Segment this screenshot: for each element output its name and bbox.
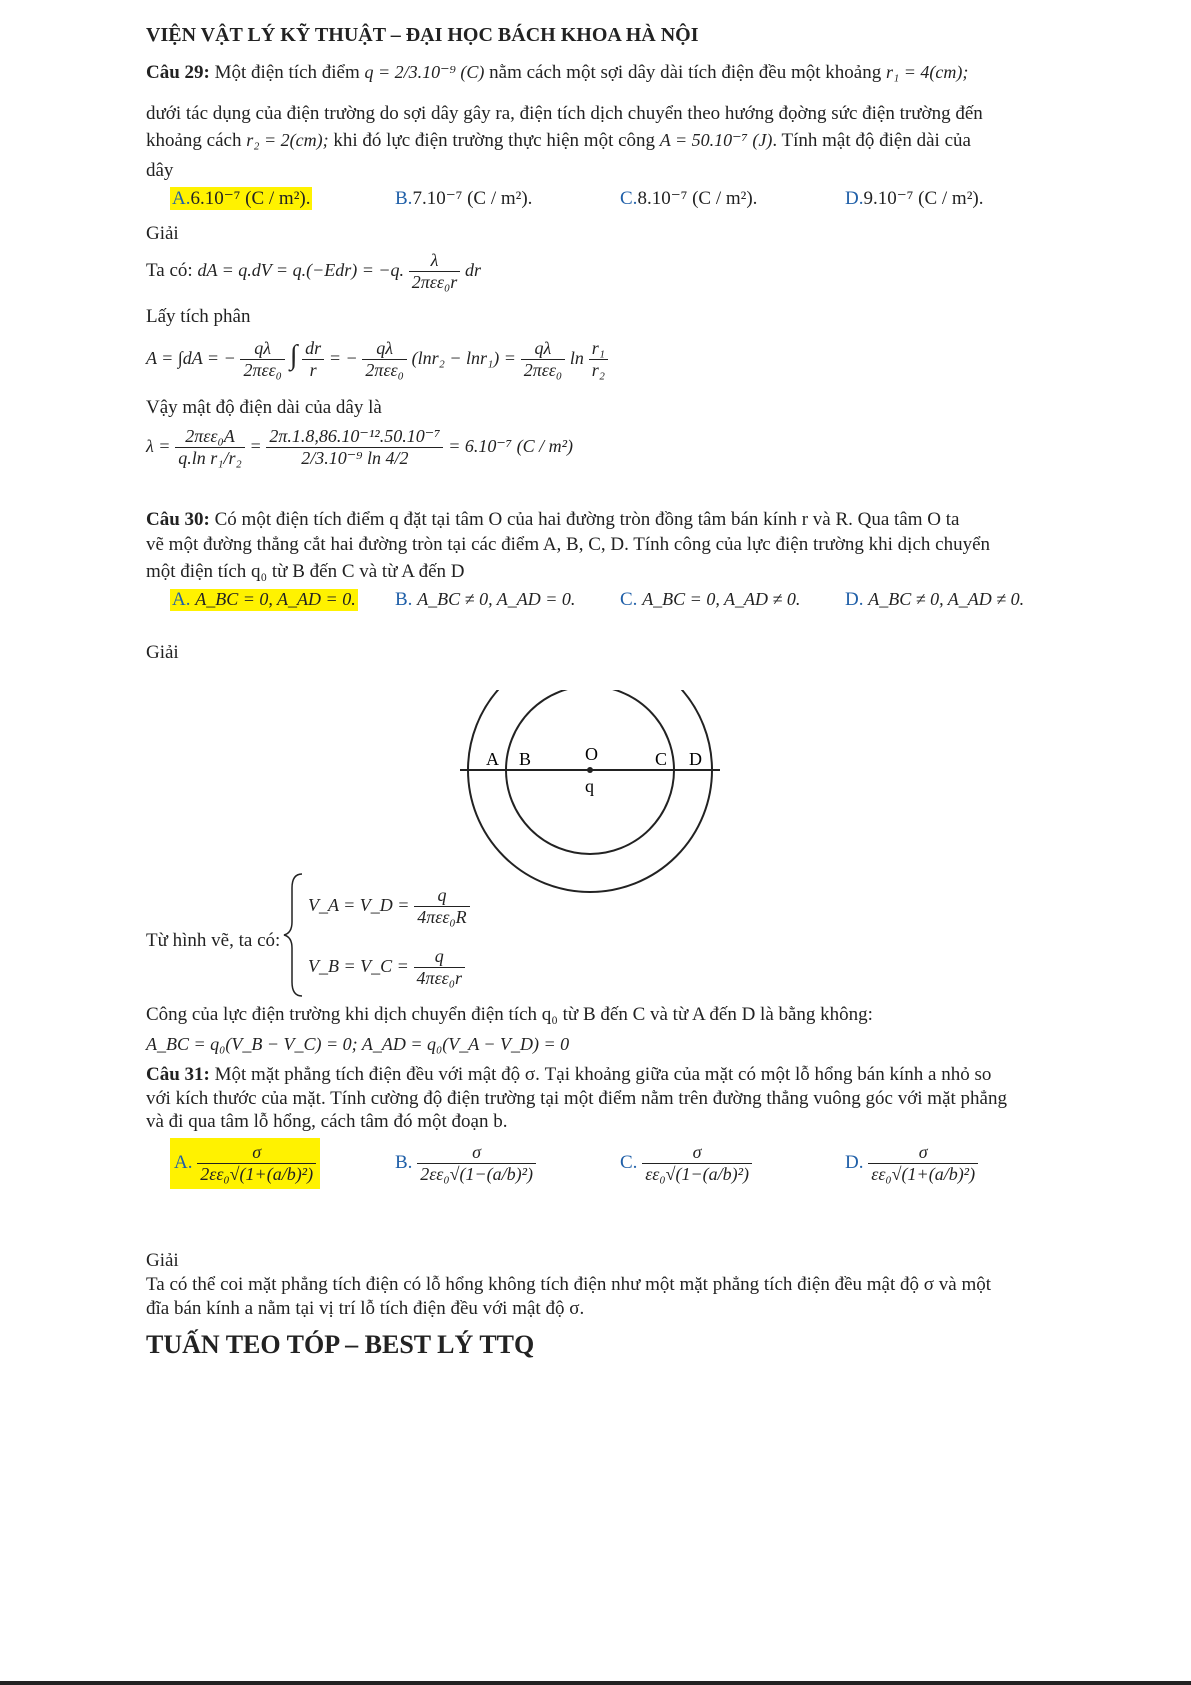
frac-num: dr xyxy=(302,338,324,360)
eq2-frac3 xyxy=(362,338,406,381)
eq3-result: = 6.10⁻⁷ (C / m²) xyxy=(448,435,574,456)
q30-line2: vẽ một đường thẳng cắt hai đường tròn tại các điểm A, B, C, D. Tính công của lực điện trường khi dịch chuyển xyxy=(146,534,990,555)
q29-line4: dây xyxy=(146,160,174,181)
q29-work: A = 50.10⁻⁷ (J) xyxy=(659,130,773,150)
footer-brand: TUẤN TEO TÓP – BEST LÝ TTQ xyxy=(146,1330,535,1359)
q30-tuhinhve: Từ hình vẽ, ta có: xyxy=(146,930,281,951)
q29-option-d[interactable] xyxy=(845,187,983,210)
frac-den: 2πεε₀r xyxy=(411,272,458,292)
frac-den: 2πεε₀ xyxy=(523,360,563,380)
q30-label: Câu 30: xyxy=(146,509,210,530)
q29-text: khi đó lực điện trường thực hiện một công xyxy=(333,130,656,151)
integral-sign: ∫ xyxy=(289,339,298,371)
eq2-frac1 xyxy=(240,338,284,381)
frac-num: σ xyxy=(417,1142,536,1164)
q31-giai: Giải xyxy=(146,1250,179,1271)
sys-lhs: V_A = V_D = xyxy=(308,894,410,915)
eq2-frac2 xyxy=(302,338,324,381)
q30-option-a[interactable] xyxy=(170,589,358,611)
eq2-part: ln xyxy=(569,347,584,368)
q31-option-c[interactable] xyxy=(620,1142,752,1185)
option-text: 9.10⁻⁷ (C / m²). xyxy=(863,188,984,209)
option-text: 8.10⁻⁷ (C / m²). xyxy=(637,188,758,209)
q30-option-c[interactable] xyxy=(620,589,800,611)
q29-eq1 xyxy=(146,250,481,293)
eq1-fraction xyxy=(409,250,460,293)
q29-option-a[interactable] xyxy=(170,187,312,210)
option-letter: B. xyxy=(395,188,413,209)
frac-num: σ xyxy=(642,1142,752,1164)
frac-den: r₂ xyxy=(591,360,605,380)
option-letter: B. xyxy=(395,589,413,610)
eq1-end: dr xyxy=(464,259,481,280)
option-text: 7.10⁻⁷ (C / m²). xyxy=(412,188,533,209)
q29-eq3 xyxy=(146,426,573,469)
q31-line2: với kích thước của mặt. Tính cường độ điện trường tại một điểm nằm trên đường thẳng vuông góc với mặt phẳng xyxy=(146,1088,1007,1109)
option-fraction xyxy=(197,1142,316,1185)
label-c: C xyxy=(655,749,668,769)
brace-icon xyxy=(282,870,306,1000)
q29-charge: q = 2/3.10⁻⁹ (C) xyxy=(364,62,485,82)
frac-den: 2πεε₀ xyxy=(243,360,282,380)
option-text: A_BC ≠ 0, A_AD = 0. xyxy=(417,589,576,609)
option-letter: D. xyxy=(845,1151,864,1173)
label-o: O xyxy=(585,744,598,764)
eq2-part: = − xyxy=(328,347,358,368)
option-letter: A. xyxy=(172,589,191,610)
option-letter: C. xyxy=(620,1151,638,1173)
sys2-frac xyxy=(414,946,465,989)
q29-label: Câu 29: xyxy=(146,62,210,83)
option-letter: B. xyxy=(395,1151,413,1173)
option-letter: C. xyxy=(620,188,638,209)
q29-taco: Ta có: xyxy=(146,259,193,281)
option-letter: C. xyxy=(620,589,638,610)
q31-line3: và đi qua tâm lỗ hổng, cách tâm đó một đoạn b. xyxy=(146,1111,508,1132)
q29-giai: Giải xyxy=(146,223,179,244)
q31-sol2: đĩa bán kính a nằm tại vị trí lỗ tích điện đều với mật độ σ. xyxy=(146,1298,585,1319)
q29-text: khoảng cách xyxy=(146,130,242,151)
frac-den: 2πεε₀ xyxy=(365,360,404,380)
label-a: A xyxy=(486,749,499,769)
q29-r1: r₁ = 4(cm); xyxy=(885,62,969,82)
frac-den: 2/3.10⁻⁹ ln 4/2 xyxy=(301,448,409,468)
frac-num: q xyxy=(414,946,465,968)
eq1-lhs: dA = q.dV = q.(−Edr) = −q. xyxy=(197,259,404,280)
q29-r2: r₂ = 2(cm); xyxy=(246,130,329,150)
q29-line3 xyxy=(146,130,971,152)
system-brace xyxy=(282,870,306,1005)
q29-line1 xyxy=(146,62,968,84)
frac-num: qλ xyxy=(521,338,565,360)
q30-cong: Công của lực điện trường khi dịch chuyển điện tích q₀ từ B đến C và từ A đến D là bằng không: xyxy=(146,1004,873,1025)
q31-line1 xyxy=(146,1064,991,1086)
q31-option-d[interactable] xyxy=(845,1142,978,1185)
option-letter: D. xyxy=(845,188,864,209)
q29-text: Một điện tích điểm xyxy=(214,62,360,83)
frac-den: εε₀√(1−(a/b)²) xyxy=(645,1164,750,1184)
option-letter: A. xyxy=(172,188,191,209)
frac-num: 2π.1.8,86.10⁻¹².50.10⁻⁷ xyxy=(266,426,443,448)
frac-num: qλ xyxy=(362,338,406,360)
page-bottom-border xyxy=(0,1681,1191,1685)
q31-option-b[interactable] xyxy=(395,1142,536,1185)
eq2-frac4 xyxy=(521,338,565,381)
eq2-frac5 xyxy=(589,338,608,381)
q29-text: nằm cách một sợi dây dài tích điện đều một khoảng xyxy=(489,62,882,83)
q30-option-b[interactable] xyxy=(395,589,575,611)
option-text: A_BC ≠ 0, A_AD ≠ 0. xyxy=(868,589,1025,609)
frac-num: λ xyxy=(409,250,460,272)
frac-num: σ xyxy=(197,1142,316,1164)
option-fraction xyxy=(642,1142,752,1185)
label-q: q xyxy=(585,776,594,796)
frac-den: r xyxy=(309,360,317,380)
q29-option-b[interactable] xyxy=(395,187,532,210)
option-letter: A. xyxy=(174,1151,193,1173)
option-text: A_BC = 0, A_AD ≠ 0. xyxy=(642,589,801,609)
q29-option-c[interactable] xyxy=(620,187,757,210)
q31-label: Câu 31: xyxy=(146,1064,210,1085)
frac-num: 2πεε₀A xyxy=(175,426,245,448)
q31-option-a[interactable] xyxy=(170,1138,320,1189)
frac-den: q.ln r₁/r₂ xyxy=(178,448,242,468)
option-fraction xyxy=(868,1142,978,1185)
q29-vay: Vậy mật độ điện dài của dây là xyxy=(146,397,382,418)
option-letter: D. xyxy=(845,589,864,610)
q29-text: . Tính mật độ điện dài của xyxy=(772,130,971,151)
label-b: B xyxy=(519,749,532,769)
concentric-circles-figure xyxy=(455,690,725,900)
frac-den: 4πεε₀R xyxy=(417,907,467,927)
q30-line3: một điện tích q₀ từ B đến C và từ A đến D xyxy=(146,561,465,582)
frac-num: qλ xyxy=(240,338,284,360)
frac-den: εε₀√(1+(a/b)²) xyxy=(871,1164,976,1184)
label-d: D xyxy=(689,749,702,769)
document-header: VIỆN VẬT LÝ KỸ THUẬT – ĐẠI HỌC BÁCH KHOA HÀ NỘI xyxy=(146,24,699,46)
eq2-part: (lnr₂ − lnr₁) = xyxy=(411,347,516,368)
option-fraction xyxy=(417,1142,536,1185)
eq3-frac2 xyxy=(266,426,443,469)
q30-result: A_BC = q₀(V_B − V_C) = 0; A_AD = q₀(V_A − V_D) = 0 xyxy=(146,1034,570,1054)
frac-num: q xyxy=(414,885,469,907)
system-line2 xyxy=(308,946,465,989)
frac-den: 2εε₀√(1−(a/b)²) xyxy=(420,1164,534,1184)
eq3-part: λ = xyxy=(146,435,171,456)
sys-lhs: V_B = V_C = xyxy=(308,955,409,976)
q30-giai: Giải xyxy=(146,642,179,663)
q29-line2: dưới tác dụng của điện trường do sợi dây gây ra, điện tích dịch chuyển theo hướng đọờng sức điện trường đến xyxy=(146,103,983,124)
q30-text: Có một điện tích điểm q đặt tại tâm O của hai đường tròn đồng tâm bán kính r và R. Qua tâm O ta xyxy=(214,509,960,530)
frac-den: 2εε₀√(1+(a/b)²) xyxy=(200,1164,314,1184)
q29-eq2 xyxy=(146,338,608,381)
q30-option-d[interactable] xyxy=(845,589,1024,611)
system-line1 xyxy=(308,885,470,928)
frac-num: σ xyxy=(868,1142,978,1164)
eq3-part: = xyxy=(249,435,262,456)
eq3-frac1 xyxy=(175,426,245,469)
option-text: A_BC = 0, A_AD = 0. xyxy=(195,589,356,609)
q31-text: Một mặt phẳng tích điện đều với mật độ σ. Tại khoảng giữa của mặt có một lỗ hổng bán kính a nhỏ so xyxy=(214,1064,992,1085)
frac-num: r₁ xyxy=(589,338,608,360)
sys1-frac xyxy=(414,885,469,928)
eq2-part: A = ∫dA = − xyxy=(146,347,236,368)
q31-sol1: Ta có thể coi mặt phẳng tích điện có lỗ hổng không tích điện như một mặt phẳng tích điện đều mật độ σ và một xyxy=(146,1274,991,1295)
frac-den: 4πεε₀r xyxy=(416,968,463,988)
option-text: 6.10⁻⁷ (C / m²). xyxy=(190,188,311,209)
q30-line1 xyxy=(146,509,959,531)
q29-laytichphan: Lấy tích phân xyxy=(146,306,251,327)
center-point xyxy=(587,767,593,773)
